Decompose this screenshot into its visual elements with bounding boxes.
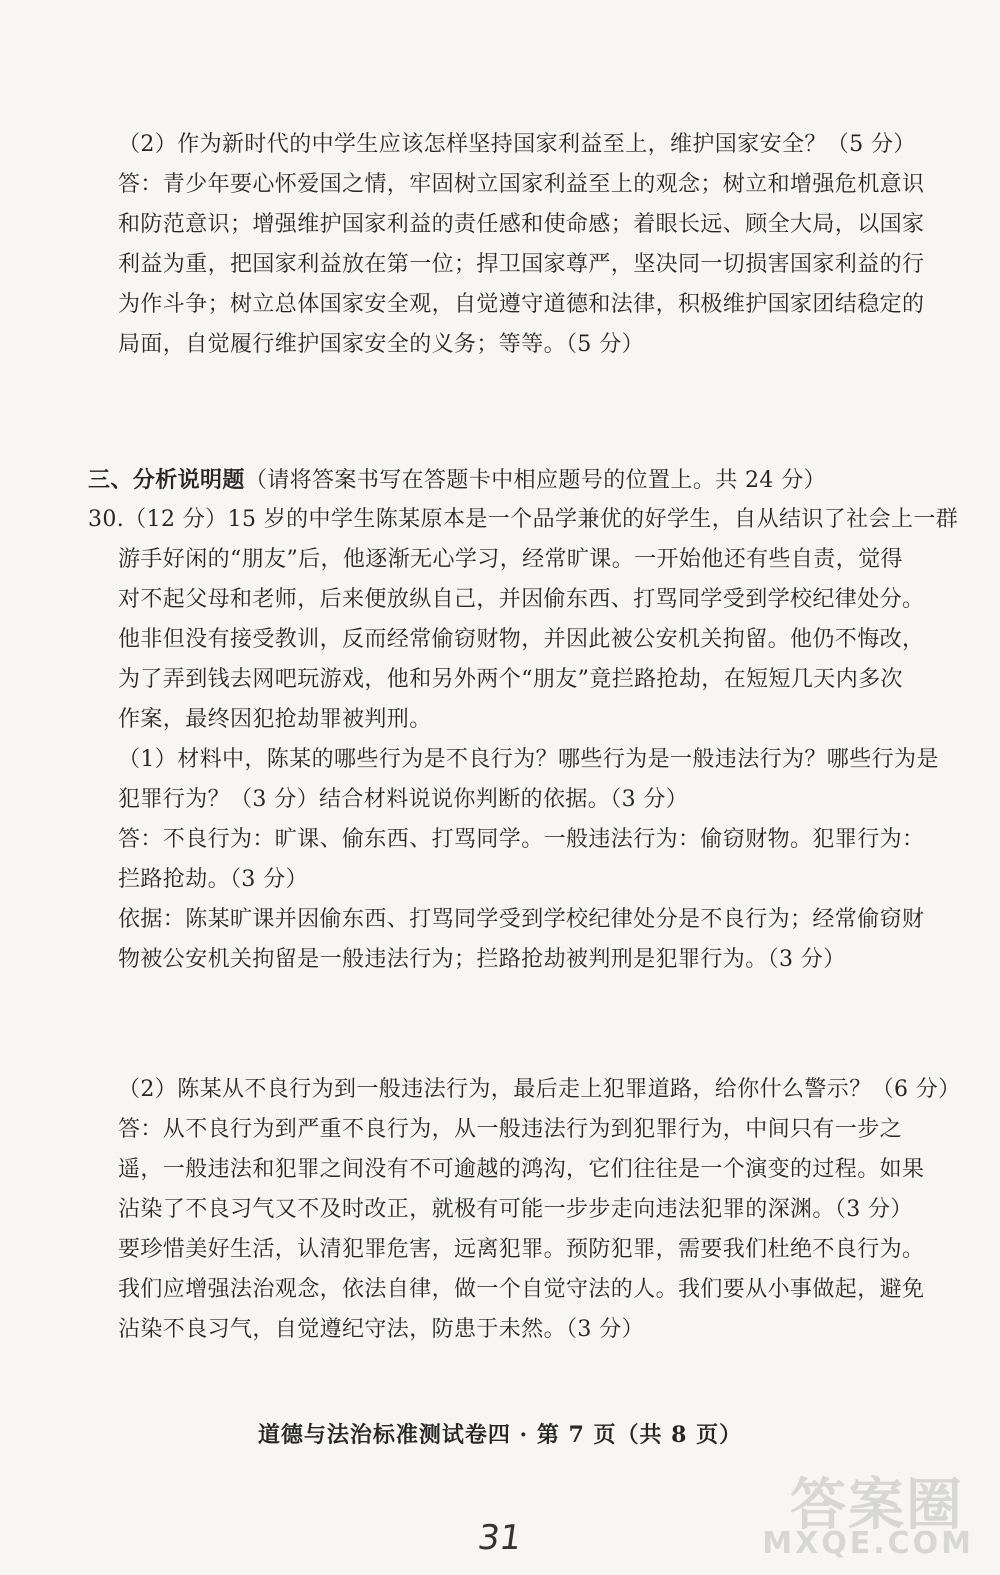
- q29-2-prompt: （2）作为新时代的中学生应该怎样坚持国家利益至上，维护国家安全？（5 分）: [118, 132, 916, 157]
- q30-material-line: 为了弄到钱去网吧玩游戏，他和另外两个“朋友”竟拦路抢劫，在短短几天内多次: [118, 667, 903, 692]
- watermark-text-bottom: MXQE.COM: [762, 1526, 974, 1561]
- q30-material-line: 30.（12 分）15 岁的中学生陈某原本是一个品学兼优的好学生，自从结识了社会上一群: [88, 507, 959, 532]
- q30-material-line: 游手好闲的“朋友”后，他逐渐无心学习，经常旷课。一开始他还有些自责，觉得: [118, 547, 903, 572]
- q29-2-answer-line: 利益为重，把国家利益放在第一位；捍卫国家尊严，坚决同一切损害国家利益的行: [118, 252, 925, 277]
- q30-2-prompt: （2）陈某从不良行为到一般违法行为，最后走上犯罪道路，给你什么警示？（6 分）: [118, 1077, 961, 1102]
- q30-1-answer-line: 物被公安机关拘留是一般违法行为；拦路抢劫被判刑是犯罪行为。（3 分）: [118, 947, 846, 972]
- q30-2-answer-line: 我们应增强法治观念，依法自律，做一个自觉守法的人。我们要从小事做起，避免: [118, 1277, 925, 1302]
- q30-1-answer-line: 依据：陈某旷课并因偷东西、打骂同学受到学校纪律处分是不良行为；经常偷窃财: [118, 907, 925, 932]
- q30-2-answer-line: 要珍惜美好生活，认清犯罪危害，远离犯罪。预防犯罪，需要我们杜绝不良行为。: [118, 1237, 925, 1262]
- section-instruction: （请将答案书写在答题卡中相应题号的位置上。共 24 分）: [244, 468, 826, 493]
- q30-1-answer-line: 答：不良行为：旷课、偷东西、打骂同学。一般违法行为：偷窃财物。犯罪行为：: [118, 827, 925, 852]
- q30-material-line: 对不起父母和老师，后来便放纵自己，并因偷东西、打骂同学受到学校纪律处分。: [118, 587, 925, 612]
- page-footer: 道德与法治标准测试卷四 · 第 7 页（共 8 页）: [257, 1422, 743, 1448]
- q30-2-answer-line: 沾染了不良习气又不及时改正，就极有可能一步步走向违法犯罪的深渊。（3 分）: [118, 1197, 913, 1222]
- q30-2-answer-line: 答：从不良行为到严重不良行为，从一般违法行为到犯罪行为，中间只有一步之: [118, 1117, 903, 1142]
- watermark-text-top: 答案圈: [790, 1473, 964, 1538]
- handwritten-page-number: 31: [475, 1518, 525, 1558]
- q29-2-answer-line: 答：青少年要心怀爱国之情，牢固树立国家利益至上的观念；树立和增强危机意识: [118, 172, 925, 197]
- q29-2-answer-line: 局面，自觉履行维护国家安全的义务；等等。（5 分）: [118, 332, 644, 357]
- q30-2-answer-line: 遥，一般违法和犯罪之间没有不可逾越的鸿沟，它们往往是一个演变的过程。如果: [118, 1157, 925, 1182]
- q30-1-prompt: （1）材料中，陈某的哪些行为是不良行为？哪些行为是一般违法行为？哪些行为是: [118, 747, 939, 772]
- q30-material-line: 他非但没有接受教训，反而经常偷窃财物，并因此被公安机关拘留。他仍不悔改，: [118, 627, 925, 652]
- q29-2-answer-line: 为作斗争；树立总体国家安全观，自觉遵守道德和法律，积极维护国家团结稳定的: [118, 292, 925, 317]
- q30-1-prompt: 犯罪行为？（3 分）结合材料说说你判断的依据。（3 分）: [118, 787, 689, 812]
- q29-2-answer-line: 和防范意识；增强维护国家利益的责任感和使命感；着眼长远、顾全大局，以国家: [118, 212, 925, 237]
- watermark-logo: [742, 1461, 982, 1561]
- q30-material-line: 作案，最终因犯抢劫罪被判刑。: [118, 707, 432, 732]
- q30-2-answer-line: 沾染不良习气，自觉遵纪守法，防患于未然。（3 分）: [118, 1317, 644, 1342]
- section-title: 三、分析说明题: [88, 467, 245, 493]
- q30-1-answer-line: 拦路抢劫。（3 分）: [118, 867, 308, 892]
- section-heading: [88, 463, 826, 498]
